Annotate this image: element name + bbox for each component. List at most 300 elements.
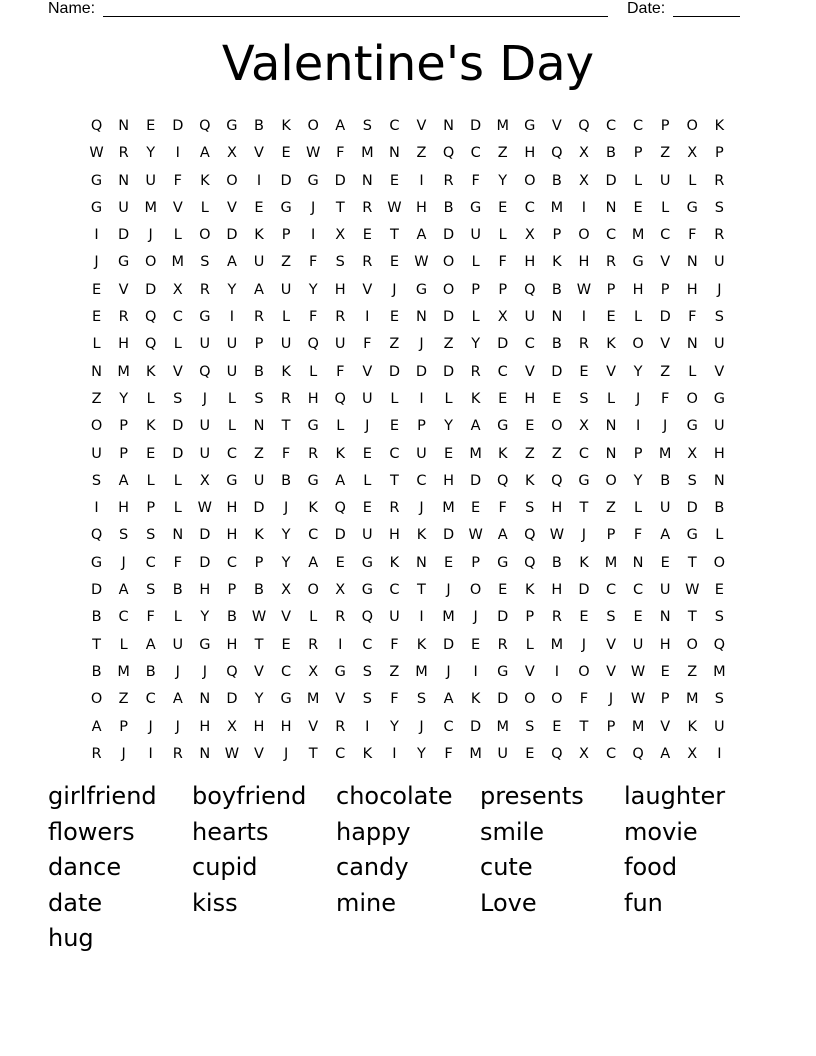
grid-letter[interactable]: J: [148, 227, 153, 244]
grid-letter[interactable]: O: [90, 691, 103, 708]
grid-letter[interactable]: K: [470, 390, 481, 407]
grid-letter[interactable]: C: [226, 554, 237, 571]
grid-letter[interactable]: G: [199, 309, 211, 326]
grid-letter[interactable]: H: [226, 636, 238, 653]
grid-letter[interactable]: B: [551, 172, 562, 189]
grid-letter[interactable]: E: [146, 118, 156, 134]
grid-letter[interactable]: K: [145, 418, 156, 435]
grid-letter[interactable]: Z: [416, 145, 427, 162]
grid-letter[interactable]: Y: [444, 418, 453, 435]
grid-letter[interactable]: P: [660, 691, 670, 708]
grid-letter[interactable]: F: [444, 745, 453, 762]
grid-letter[interactable]: G: [307, 172, 319, 189]
grid-letter[interactable]: J: [311, 199, 316, 216]
grid-letter[interactable]: O: [605, 472, 617, 489]
grid-letter[interactable]: M: [604, 554, 618, 571]
grid-letter[interactable]: Q: [144, 336, 157, 353]
grid-letter[interactable]: J: [94, 254, 99, 271]
grid-letter[interactable]: U: [362, 527, 373, 544]
grid-letter[interactable]: U: [497, 745, 509, 762]
grid-letter[interactable]: P: [633, 445, 643, 462]
grid-letter[interactable]: C: [226, 445, 237, 462]
grid-letter[interactable]: P: [606, 527, 616, 544]
grid-letter[interactable]: P: [417, 418, 426, 435]
grid-letter[interactable]: D: [226, 691, 238, 708]
grid-letter[interactable]: H: [632, 281, 644, 298]
grid-letter[interactable]: I: [256, 172, 262, 189]
grid-letter[interactable]: C: [389, 445, 400, 462]
grid-letter[interactable]: P: [498, 281, 508, 298]
grid-letter[interactable]: M: [550, 636, 564, 653]
grid-letter[interactable]: P: [633, 145, 643, 162]
grid-letter[interactable]: D: [226, 227, 238, 244]
grid-letter[interactable]: O: [578, 227, 590, 244]
grid-letter[interactable]: K: [335, 445, 345, 462]
grid-letter[interactable]: J: [175, 718, 180, 735]
grid-letter[interactable]: E: [552, 718, 562, 735]
grid-letter[interactable]: D: [442, 363, 455, 380]
grid-letter[interactable]: Y: [227, 281, 237, 298]
grid-letter[interactable]: F: [308, 309, 318, 326]
grid-letter[interactable]: Q: [90, 118, 103, 134]
grid-letter[interactable]: Z: [551, 445, 562, 462]
grid-letter[interactable]: V: [254, 145, 264, 162]
grid-letter[interactable]: T: [335, 199, 345, 216]
grid-letter[interactable]: T: [579, 718, 589, 735]
grid-letter[interactable]: R: [335, 309, 346, 326]
grid-letter[interactable]: S: [146, 582, 156, 599]
grid-letter[interactable]: V: [606, 663, 616, 680]
grid-letter[interactable]: E: [525, 745, 535, 762]
grid-letter[interactable]: O: [524, 691, 536, 708]
grid-letter[interactable]: R: [362, 199, 373, 216]
grid-letter[interactable]: M: [442, 500, 455, 517]
grid-letter[interactable]: F: [173, 554, 182, 571]
grid-letter[interactable]: N: [199, 745, 211, 762]
grid-letter[interactable]: Z: [687, 663, 698, 680]
grid-letter[interactable]: J: [365, 418, 370, 435]
grid-letter[interactable]: U: [659, 172, 671, 189]
grid-letter[interactable]: D: [280, 172, 292, 189]
grid-letter[interactable]: R: [281, 390, 292, 407]
grid-letter[interactable]: M: [144, 199, 157, 216]
grid-letter[interactable]: P: [119, 418, 128, 435]
grid-letter[interactable]: O: [199, 227, 211, 244]
grid-letter[interactable]: G: [117, 254, 130, 271]
grid-letter[interactable]: W: [224, 745, 240, 762]
grid-letter[interactable]: D: [172, 445, 184, 462]
grid-letter[interactable]: O: [144, 254, 157, 271]
grid-letter[interactable]: C: [118, 609, 129, 626]
grid-letter[interactable]: X: [687, 445, 698, 462]
grid-letter[interactable]: K: [416, 527, 427, 544]
grid-letter[interactable]: A: [660, 527, 671, 544]
grid-letter[interactable]: M: [442, 609, 455, 626]
grid-letter[interactable]: N: [416, 309, 427, 326]
grid-letter[interactable]: H: [253, 718, 265, 735]
grid-letter[interactable]: L: [282, 309, 291, 326]
grid-letter[interactable]: J: [392, 281, 397, 298]
grid-letter[interactable]: D: [605, 172, 617, 189]
grid-letter[interactable]: C: [389, 118, 400, 134]
grid-letter[interactable]: O: [578, 663, 590, 680]
grid-letter[interactable]: B: [226, 609, 237, 626]
grid-letter[interactable]: Y: [498, 172, 508, 189]
grid-letter[interactable]: R: [118, 145, 129, 162]
grid-letter[interactable]: W: [197, 500, 213, 517]
grid-letter[interactable]: M: [713, 663, 726, 680]
grid-letter[interactable]: R: [714, 227, 725, 244]
grid-letter[interactable]: S: [687, 472, 697, 489]
grid-letter[interactable]: E: [552, 390, 562, 407]
grid-letter[interactable]: O: [307, 118, 319, 134]
grid-letter[interactable]: C: [633, 118, 644, 134]
grid-letter[interactable]: J: [446, 663, 451, 680]
grid-letter[interactable]: E: [498, 582, 508, 599]
grid-letter[interactable]: U: [199, 336, 211, 353]
grid-letter[interactable]: D: [442, 309, 455, 326]
grid-letter[interactable]: K: [281, 363, 291, 380]
grid-letter[interactable]: U: [714, 718, 725, 735]
grid-letter[interactable]: A: [308, 554, 319, 571]
grid-letter[interactable]: R: [308, 445, 319, 462]
grid-letter[interactable]: S: [146, 527, 156, 544]
grid-letter[interactable]: L: [173, 472, 182, 489]
grid-letter[interactable]: G: [686, 418, 698, 435]
grid-letter[interactable]: Q: [361, 609, 374, 626]
grid-letter[interactable]: C: [335, 745, 346, 762]
grid-letter[interactable]: N: [632, 554, 644, 571]
grid-letter[interactable]: L: [390, 390, 399, 407]
grid-letter[interactable]: N: [605, 199, 617, 216]
grid-letter[interactable]: A: [226, 254, 237, 271]
grid-letter[interactable]: E: [362, 500, 372, 517]
grid-letter[interactable]: L: [471, 309, 480, 326]
grid-letter[interactable]: U: [91, 445, 102, 462]
grid-letter[interactable]: R: [389, 500, 400, 517]
grid-letter[interactable]: G: [361, 554, 373, 571]
grid-letter[interactable]: G: [280, 691, 292, 708]
grid-letter[interactable]: A: [91, 718, 102, 735]
grid-letter[interactable]: C: [389, 582, 400, 599]
grid-letter[interactable]: P: [254, 336, 264, 353]
grid-letter[interactable]: R: [443, 172, 454, 189]
grid-letter[interactable]: P: [525, 609, 535, 626]
grid-letter[interactable]: T: [92, 636, 101, 653]
grid-letter[interactable]: H: [686, 281, 698, 298]
grid-letter[interactable]: M: [631, 718, 645, 735]
grid-letter[interactable]: Z: [389, 663, 400, 680]
grid-letter[interactable]: H: [334, 281, 346, 298]
grid-letter[interactable]: N: [416, 554, 427, 571]
grid-letter[interactable]: Y: [146, 145, 156, 162]
grid-letter[interactable]: P: [471, 281, 480, 298]
grid-letter[interactable]: E: [471, 636, 481, 653]
grid-letter[interactable]: E: [443, 554, 454, 571]
grid-letter[interactable]: P: [660, 281, 670, 298]
grid-letter[interactable]: I: [338, 636, 343, 653]
grid-letter[interactable]: Q: [307, 336, 319, 353]
grid-letter[interactable]: B: [551, 281, 562, 298]
grid-letter[interactable]: A: [254, 281, 264, 298]
grid-letter[interactable]: M: [496, 718, 509, 735]
grid-letter[interactable]: C: [605, 227, 617, 244]
grid-letter[interactable]: N: [551, 309, 563, 326]
grid-letter[interactable]: B: [91, 663, 102, 680]
grid-letter[interactable]: P: [281, 227, 291, 244]
grid-letter[interactable]: M: [686, 691, 699, 708]
grid-letter[interactable]: K: [687, 718, 698, 735]
grid-letter[interactable]: A: [416, 227, 427, 244]
grid-letter[interactable]: V: [416, 118, 427, 134]
grid-letter[interactable]: B: [551, 336, 562, 353]
grid-letter[interactable]: S: [200, 254, 210, 271]
grid-letter[interactable]: D: [118, 227, 130, 244]
grid-letter[interactable]: U: [389, 609, 400, 626]
grid-letter[interactable]: I: [94, 500, 99, 517]
grid-letter[interactable]: U: [226, 336, 238, 353]
grid-letter[interactable]: S: [606, 609, 616, 626]
grid-letter[interactable]: I: [635, 418, 641, 435]
grid-letter[interactable]: A: [145, 636, 156, 653]
grid-letter[interactable]: L: [173, 500, 182, 517]
grid-letter[interactable]: M: [306, 691, 320, 708]
grid-letter[interactable]: F: [363, 336, 372, 353]
grid-letter[interactable]: E: [660, 554, 670, 571]
grid-letter[interactable]: I: [365, 718, 370, 735]
grid-letter[interactable]: S: [714, 691, 724, 708]
grid-letter[interactable]: W: [576, 281, 592, 298]
grid-letter[interactable]: X: [578, 418, 589, 435]
grid-letter[interactable]: Q: [199, 363, 211, 380]
grid-letter[interactable]: N: [659, 609, 671, 626]
grid-letter[interactable]: C: [281, 663, 292, 680]
grid-letter[interactable]: Z: [389, 336, 400, 353]
grid-letter[interactable]: V: [551, 118, 562, 134]
grid-letter[interactable]: L: [661, 199, 670, 216]
grid-letter[interactable]: D: [388, 363, 400, 380]
grid-letter[interactable]: B: [443, 199, 454, 216]
grid-letter[interactable]: U: [199, 445, 211, 462]
grid-letter[interactable]: C: [470, 145, 481, 162]
grid-letter[interactable]: D: [334, 172, 346, 189]
grid-letter[interactable]: I: [581, 309, 587, 326]
grid-letter[interactable]: Q: [497, 472, 509, 489]
grid-letter[interactable]: H: [443, 472, 454, 489]
grid-letter[interactable]: L: [525, 636, 534, 653]
grid-letter[interactable]: V: [308, 718, 319, 735]
grid-letter[interactable]: N: [361, 172, 373, 189]
grid-letter[interactable]: Q: [334, 390, 346, 407]
grid-letter[interactable]: A: [443, 691, 454, 708]
grid-letter[interactable]: Z: [497, 145, 508, 162]
grid-letter[interactable]: L: [146, 472, 155, 489]
grid-letter[interactable]: U: [714, 254, 725, 271]
grid-letter[interactable]: I: [554, 663, 559, 680]
grid-letter[interactable]: Q: [524, 527, 536, 544]
grid-letter[interactable]: G: [632, 254, 644, 271]
grid-letter[interactable]: G: [90, 554, 103, 571]
grid-letter[interactable]: R: [470, 363, 481, 380]
grid-letter[interactable]: C: [524, 336, 535, 353]
grid-letter[interactable]: P: [471, 554, 480, 571]
grid-letter[interactable]: M: [469, 445, 482, 462]
grid-letter[interactable]: U: [632, 636, 644, 653]
grid-letter[interactable]: L: [119, 636, 128, 653]
grid-letter[interactable]: U: [226, 363, 238, 380]
grid-letter[interactable]: M: [117, 663, 130, 680]
grid-letter[interactable]: D: [659, 309, 671, 326]
grid-letter[interactable]: L: [173, 609, 182, 626]
grid-letter[interactable]: M: [117, 363, 130, 380]
grid-letter[interactable]: Y: [417, 745, 426, 762]
grid-letter[interactable]: X: [335, 582, 346, 599]
grid-letter[interactable]: X: [578, 745, 589, 762]
grid-letter[interactable]: U: [416, 445, 427, 462]
grid-letter[interactable]: Q: [90, 527, 103, 544]
grid-letter[interactable]: J: [635, 390, 641, 407]
grid-letter[interactable]: L: [634, 172, 643, 189]
grid-letter[interactable]: Y: [281, 527, 291, 544]
grid-letter[interactable]: Y: [281, 554, 291, 571]
grid-letter[interactable]: P: [552, 227, 562, 244]
grid-letter[interactable]: L: [336, 418, 345, 435]
grid-letter[interactable]: M: [496, 118, 509, 134]
grid-letter[interactable]: R: [497, 636, 508, 653]
grid-letter[interactable]: W: [414, 254, 429, 271]
grid-letter[interactable]: A: [470, 418, 481, 435]
grid-letter[interactable]: W: [305, 145, 321, 162]
grid-letter[interactable]: M: [550, 199, 564, 216]
grid-letter[interactable]: U: [280, 336, 292, 353]
grid-letter[interactable]: L: [606, 390, 616, 407]
grid-letter[interactable]: L: [498, 227, 507, 244]
grid-letter[interactable]: O: [524, 172, 536, 189]
grid-letter[interactable]: S: [362, 118, 372, 134]
grid-letter[interactable]: J: [717, 281, 722, 298]
grid-letter[interactable]: B: [254, 582, 264, 599]
grid-letter[interactable]: Z: [524, 445, 535, 462]
grid-letter[interactable]: N: [443, 118, 454, 134]
grid-letter[interactable]: Y: [389, 718, 399, 735]
grid-letter[interactable]: G: [361, 582, 373, 599]
grid-letter[interactable]: W: [549, 527, 565, 544]
grid-letter[interactable]: C: [308, 527, 319, 544]
grid-letter[interactable]: E: [281, 145, 291, 162]
grid-letter[interactable]: E: [91, 309, 102, 326]
grid-letter[interactable]: T: [417, 582, 426, 599]
grid-letter[interactable]: T: [308, 745, 318, 762]
grid-letter[interactable]: Y: [633, 363, 643, 380]
grid-letter[interactable]: V: [524, 363, 535, 380]
grid-letter[interactable]: Q: [713, 636, 726, 653]
grid-letter[interactable]: E: [471, 500, 481, 517]
grid-letter[interactable]: R: [172, 745, 183, 762]
grid-letter[interactable]: I: [175, 145, 180, 162]
grid-letter[interactable]: J: [202, 663, 207, 680]
grid-letter[interactable]: E: [579, 363, 589, 380]
grid-letter[interactable]: C: [443, 718, 454, 735]
grid-letter[interactable]: H: [524, 390, 536, 407]
grid-letter[interactable]: V: [335, 691, 346, 708]
grid-letter[interactable]: I: [392, 745, 397, 762]
grid-letter[interactable]: R: [335, 609, 346, 626]
grid-letter[interactable]: X: [687, 745, 698, 762]
grid-letter[interactable]: E: [254, 199, 264, 216]
grid-letter[interactable]: G: [578, 472, 590, 489]
grid-letter[interactable]: L: [92, 336, 101, 353]
grid-letter[interactable]: S: [579, 390, 589, 407]
grid-letter[interactable]: K: [254, 527, 264, 544]
grid-letter[interactable]: H: [118, 500, 130, 517]
grid-letter[interactable]: G: [199, 636, 211, 653]
grid-letter[interactable]: J: [608, 691, 614, 708]
grid-letter[interactable]: M: [469, 745, 482, 762]
grid-letter[interactable]: K: [525, 582, 535, 599]
grid-letter[interactable]: K: [714, 118, 725, 134]
grid-letter[interactable]: R: [199, 281, 210, 298]
grid-letter[interactable]: J: [419, 718, 424, 735]
grid-letter[interactable]: U: [172, 636, 184, 653]
grid-letter[interactable]: Y: [119, 390, 129, 407]
grid-letter[interactable]: C: [145, 554, 156, 571]
grid-letter[interactable]: E: [91, 281, 102, 298]
grid-letter[interactable]: A: [497, 527, 508, 544]
grid-letter[interactable]: D: [578, 582, 590, 599]
grid-letter[interactable]: J: [581, 636, 587, 653]
grid-letter[interactable]: V: [660, 254, 671, 271]
grid-letter[interactable]: G: [90, 172, 103, 189]
grid-letter[interactable]: T: [687, 554, 697, 571]
grid-letter[interactable]: D: [253, 500, 265, 517]
grid-letter[interactable]: K: [525, 472, 535, 489]
date-field-line[interactable]: [673, 16, 740, 17]
grid-letter[interactable]: H: [524, 254, 536, 271]
grid-letter[interactable]: A: [118, 472, 129, 489]
grid-letter[interactable]: U: [362, 390, 373, 407]
grid-letter[interactable]: G: [226, 118, 238, 134]
grid-letter[interactable]: P: [660, 118, 670, 134]
grid-letter[interactable]: V: [254, 745, 264, 762]
grid-letter[interactable]: J: [419, 336, 424, 353]
grid-letter[interactable]: K: [281, 118, 291, 134]
grid-letter[interactable]: E: [498, 390, 508, 407]
grid-letter[interactable]: T: [389, 472, 399, 489]
grid-letter[interactable]: T: [389, 227, 399, 244]
grid-letter[interactable]: D: [686, 500, 698, 517]
grid-letter[interactable]: O: [226, 172, 238, 189]
grid-letter[interactable]: G: [524, 118, 536, 134]
grid-letter[interactable]: V: [606, 636, 616, 653]
grid-letter[interactable]: A: [199, 145, 210, 162]
grid-letter[interactable]: O: [469, 582, 482, 599]
grid-letter[interactable]: A: [660, 745, 671, 762]
grid-letter[interactable]: X: [281, 582, 292, 599]
grid-letter[interactable]: V: [254, 663, 264, 680]
grid-letter[interactable]: V: [660, 718, 671, 735]
grid-letter[interactable]: H: [199, 582, 211, 599]
grid-letter[interactable]: P: [119, 445, 128, 462]
grid-letter[interactable]: A: [172, 691, 183, 708]
grid-letter[interactable]: D: [470, 118, 482, 134]
grid-letter[interactable]: C: [578, 445, 589, 462]
grid-letter[interactable]: M: [631, 227, 645, 244]
grid-letter[interactable]: L: [146, 390, 155, 407]
grid-letter[interactable]: L: [715, 527, 724, 544]
grid-letter[interactable]: O: [307, 582, 319, 599]
grid-letter[interactable]: J: [148, 718, 153, 735]
grid-letter[interactable]: E: [281, 636, 291, 653]
